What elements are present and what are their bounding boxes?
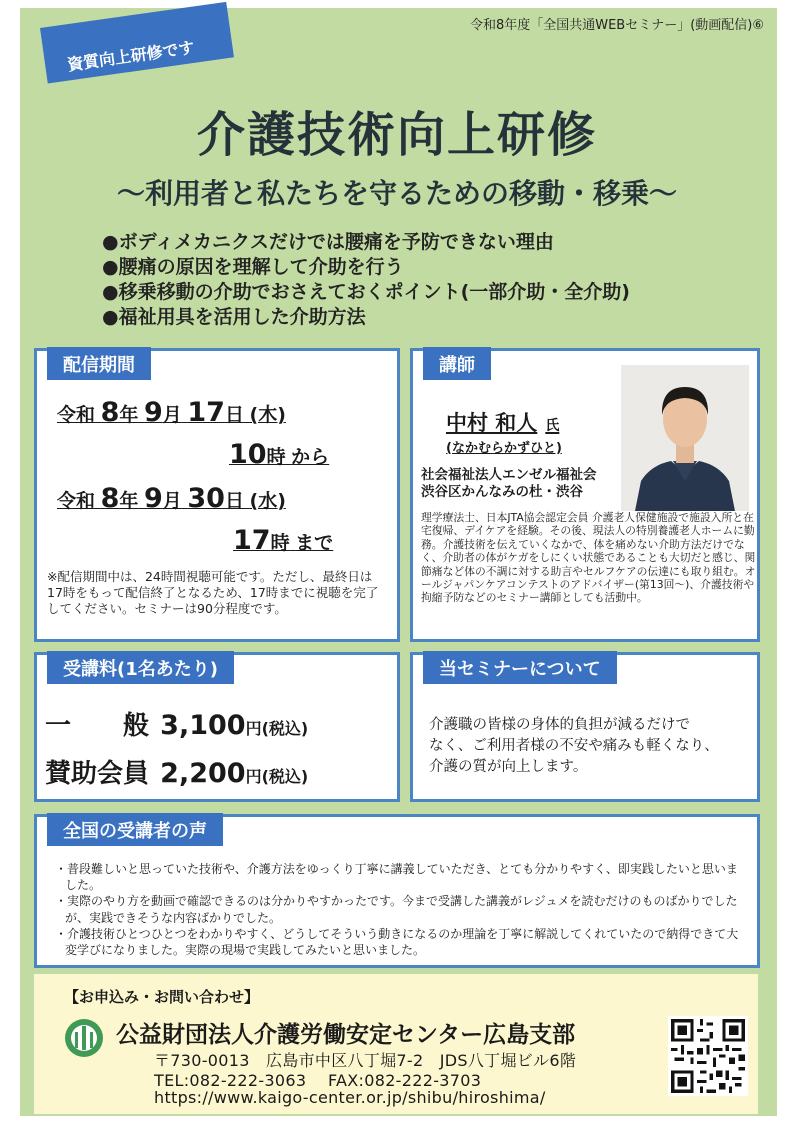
topic-item: ●腰痛の原因を理解して介助を行う (102, 256, 404, 278)
schedule-note: ※配信期間中は、24時間視聴可能です。ただし、最終日は17時をもって配信終了となるため、17時までに視聴を完了してください。セミナーは90分程度です。 (47, 569, 379, 616)
start-date: 令和 8年 9月 17日 (木) (57, 397, 286, 428)
voices-list (55, 861, 745, 958)
voice-item: ・実際のやり方を動画で確認できるのは分かりやすかったです。今まで受講した講義がレジュメを読むだけのものばかりでしたが、実践できそうな内容ばかりでした。 (55, 894, 738, 925)
start-time: 10時 から (229, 439, 330, 470)
page-subtitle: ～利用者と私たちを守るための移動・移乗～ (116, 177, 677, 210)
logo-icon (64, 1018, 104, 1058)
about-text: 介護職の皆様の身体的負担が減るだけで なく、ご利用者様の不安や痛みも軽くなり、 介護の質が向上します。 (429, 717, 719, 775)
fee-panel (34, 652, 400, 802)
contact-url[interactable]: https://www.kaigo-center.or.jp/shibu/hiroshima/ (154, 1088, 546, 1107)
lecturer-heading: 講師 (423, 347, 491, 380)
voices-heading: 全国の受講者の声 (47, 813, 223, 846)
lecturer-photo (621, 365, 749, 511)
fee-row-general: 一 般 3,100円(税込) (45, 710, 309, 741)
end-date: 令和 8年 9月 30日 (水) (57, 483, 286, 514)
topic-item: ●ボディメカニクスだけでは腰痛を予防できない理由 (102, 231, 554, 253)
voices-panel (34, 814, 760, 968)
series-label: 令和8年度「全国共通WEBセミナー」(動画配信)⑥ (469, 18, 764, 33)
lecturer-org: 社会福祉法人エンゼル福祉会 渋谷区かんなみの杜・渋谷 (421, 467, 597, 500)
fee-heading: 受講料(1名あたり) (47, 651, 234, 684)
topic-item: ●移乗移動の介助でおさえておくポイント(一部介助・全介助) (102, 281, 630, 303)
lecturer-name: 中村 和人 氏 (446, 411, 560, 435)
page-title: 介護技術向上研修 (196, 107, 597, 163)
voice-item: ・普段難しいと思っていた技術や、介護方法をゆっくり丁寧に講義していただき、とても分かりやすく、即実践したいと思いました。 (55, 862, 738, 893)
contact-org: 公益財団法人介護労働安定センター広島支部 (116, 1022, 576, 1048)
contact-heading: 【お申込み・お問い合わせ】 (64, 988, 260, 1006)
about-heading: 当セミナーについて (423, 651, 617, 684)
lecturer-bio: 理学療法士、日本JTA協会認定会員 介護老人保健施設で施設入所と在宅復帰、デイケアを経験。その後、現法人の特別養護老人ホームに勤務。介護技術を伝えていくなかで、体を痛めない介助方法だけでなく、介助者の体がケガをしにくい状態であることも大切だと感じ、関節痛など体の不調に対する助言やセルフケアの伝達にも取り組む。オールジャパンケアコンテストのアドバイザー(第13回～)、介護技術や拘縮予防などのセミナー講師としても活動中。 (421, 511, 756, 605)
contact-phone: TEL:082-222-3063 FAX:082-222-3703 (154, 1071, 482, 1090)
contact-address: 〒730-0013 広島市中区八丁堀7-2 JDS八丁堀ビル6階 (154, 1051, 577, 1070)
topic-list (102, 230, 630, 330)
contact-section (34, 974, 758, 1114)
fee-row-member: 賛助会員 2,200円(税込) (45, 758, 309, 789)
end-time: 17時 まで (233, 525, 334, 556)
badge-text: 資質向上研修です (66, 37, 196, 75)
schedule-heading: 配信期間 (47, 347, 151, 380)
qr-code (668, 1016, 748, 1096)
lecturer-panel (410, 348, 760, 642)
lecturer-kana: (なかむらかずひと) (446, 441, 562, 456)
topic-item: ●福祉用具を活用した介助方法 (102, 306, 366, 328)
about-panel (410, 652, 760, 802)
voice-item: ・介護技術ひとつひとつをわかりやすく、どうしてそういう動きになるのか理論を丁寧に解説してくれていたので納得できて大変学びになりました。実際の現場で実践してみたいと思いました。 (55, 926, 739, 958)
schedule-panel (34, 348, 400, 642)
